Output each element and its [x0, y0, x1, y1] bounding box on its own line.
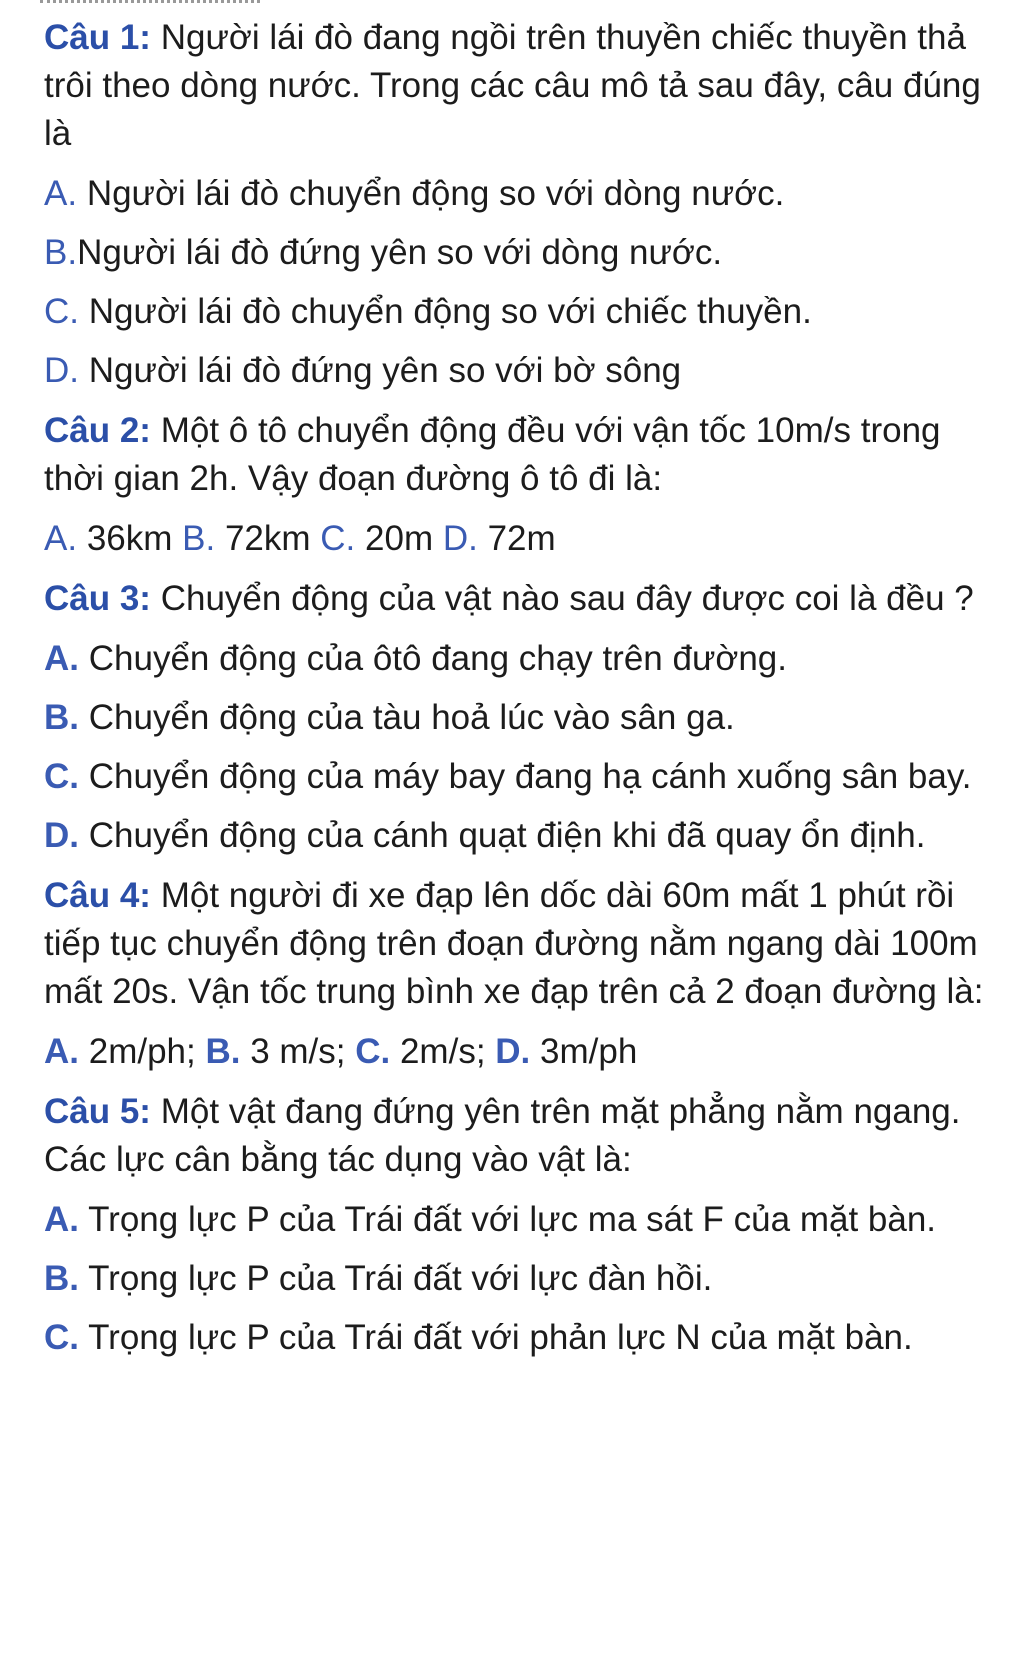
- option-label: C.: [44, 1318, 79, 1357]
- option-text: 3 m/s;: [250, 1032, 346, 1071]
- option-label: D.: [44, 816, 79, 855]
- option-label: B.: [44, 698, 79, 737]
- option-label: D.: [44, 351, 79, 390]
- question-5-option-a: [44, 1196, 984, 1244]
- option-label: C.: [44, 292, 79, 331]
- option-label: D.: [495, 1032, 531, 1071]
- option-text: Người lái đò đứng yên so với bờ sông: [88, 351, 682, 390]
- question-4-options: [44, 1028, 984, 1076]
- option-text: Người lái đò chuyển động so với dòng nước.: [86, 174, 785, 213]
- option-label: B.: [44, 233, 78, 272]
- option-text: Trọng lực P của Trái đất với lực đàn hồi.: [88, 1259, 713, 1298]
- option-text: Chuyển động của máy bay đang hạ cánh xuống sân bay.: [88, 757, 972, 796]
- option-text: 72m: [487, 519, 556, 558]
- question-1-option-d: [44, 347, 984, 395]
- question-5-text: Một vật đang đứng yên trên mặt phẳng nằm ngang. Các lực cân bằng tác dụng vào vật là:: [44, 1092, 961, 1179]
- question-1-text: Người lái đò đang ngồi trên thuyền chiếc thuyền thả trôi theo dòng nước. Trong các câu mô tả sau đây, câu đúng là: [44, 18, 981, 153]
- option-label: C.: [355, 1032, 391, 1071]
- question-4: [44, 872, 984, 1016]
- option-text: 20m: [365, 519, 434, 558]
- question-2-options: [44, 515, 984, 563]
- question-4-number: Câu 4:: [44, 876, 151, 915]
- question-3-text: Chuyển động của vật nào sau đây được coi là đều ?: [160, 579, 974, 618]
- question-1-number: Câu 1:: [44, 18, 151, 57]
- question-3-number: Câu 3:: [44, 579, 151, 618]
- option-label: D.: [442, 519, 478, 558]
- question-4-text: Một người đi xe đạp lên dốc dài 60m mất 1 phút rồi tiếp tục chuyển động trên đoạn đường nằm ngang dài 100m mất 20s. Vận tốc trung bình xe đạp trên cả 2 đoạn đường là:: [44, 876, 984, 1011]
- option-label: B.: [205, 1032, 241, 1071]
- question-3-option-c: [44, 753, 984, 801]
- question-5-option-b: [44, 1255, 984, 1303]
- question-2-number: Câu 2:: [44, 411, 151, 450]
- option-label: B.: [182, 519, 216, 558]
- question-1: [44, 14, 984, 158]
- option-label: A.: [44, 1200, 79, 1239]
- question-5-number: Câu 5:: [44, 1092, 151, 1131]
- option-text: Chuyển động của cánh quạt điện khi đã quay ổn định.: [88, 816, 926, 855]
- option-text: 36km: [86, 519, 173, 558]
- option-label: A.: [44, 639, 79, 678]
- option-text: Chuyển động của tàu hoả lúc vào sân ga.: [88, 698, 735, 737]
- question-3-option-a: [44, 635, 984, 683]
- question-3-option-b: [44, 694, 984, 742]
- option-label: A.: [44, 1032, 79, 1071]
- option-text: Người lái đò chuyển động so với chiếc thuyền.: [88, 292, 812, 331]
- question-1-option-b: [44, 229, 984, 277]
- option-text: Chuyển động của ôtô đang chạy trên đường.: [88, 639, 787, 678]
- cropped-top-line: [40, 0, 260, 5]
- option-text: Trọng lực P của Trái đất với lực ma sát F của mặt bàn.: [88, 1200, 937, 1239]
- question-2-text: Một ô tô chuyển động đều với vận tốc 10m/s trong thời gian 2h. Vậy đoạn đường ô tô đi là:: [44, 411, 941, 498]
- option-text: Trọng lực P của Trái đất với phản lực N của mặt bàn.: [88, 1318, 913, 1357]
- question-3-option-d: [44, 812, 984, 860]
- option-text: 2m/ph;: [88, 1032, 196, 1071]
- option-text: 72km: [224, 519, 311, 558]
- question-5-option-c: [44, 1314, 984, 1362]
- option-label: A.: [44, 519, 78, 558]
- option-label: A.: [44, 174, 78, 213]
- question-2: [44, 407, 984, 503]
- option-label: B.: [44, 1259, 79, 1298]
- question-5: [44, 1088, 984, 1184]
- option-text: 2m/s;: [399, 1032, 486, 1071]
- option-label: C.: [320, 519, 356, 558]
- question-3: [44, 575, 984, 623]
- question-1-option-a: [44, 170, 984, 218]
- option-text: 3m/ph: [540, 1032, 638, 1071]
- option-text: Người lái đò đứng yên so với dòng nước.: [77, 233, 723, 272]
- option-label: C.: [44, 757, 79, 796]
- question-1-option-c: [44, 288, 984, 336]
